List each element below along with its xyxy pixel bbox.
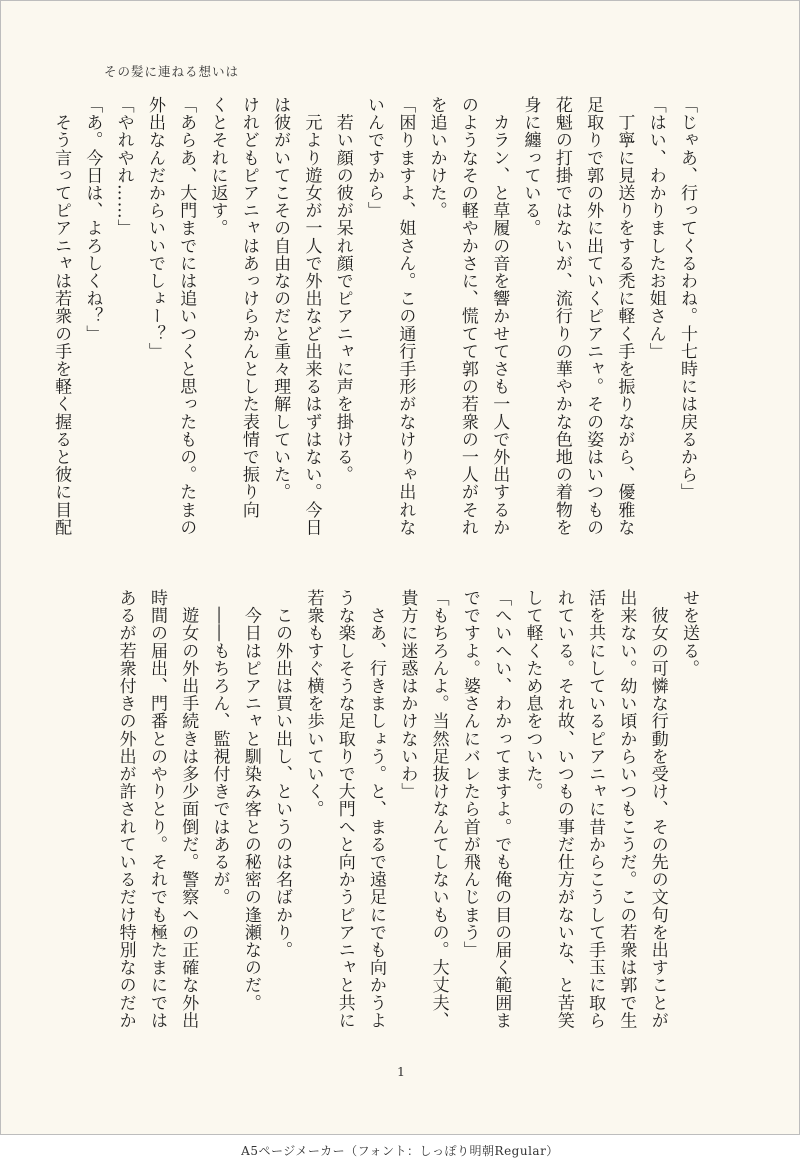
text-line: ――もちろん、監視付きではあるが。: [209, 589, 230, 906]
text-line: いんですから」: [364, 96, 385, 220]
text-line: 外出なんだからいいでしょー？」: [144, 96, 165, 360]
text-line: して軽くため息をついた。: [522, 589, 543, 801]
text-line: カラン、と草履の音を響かせてさも一人で外出するか: [489, 96, 510, 536]
text-line: 足取りで郭の外に出ていくピアニャ。その姿はいつもの: [583, 96, 604, 536]
text-line: 「やれやれ……」: [113, 96, 134, 237]
text-line: 今日はピアニャと馴染み客との秘密の逢瀬なのだ。: [240, 589, 261, 1012]
page-number: 1: [397, 1064, 405, 1079]
lower-text-block: [109, 589, 704, 1029]
text-line: 活を共にしているピアニャに昔からこうして手玉に取ら: [585, 589, 606, 1029]
text-line: さあ、行きましょう。と、まるで遠足にでも向かうよ: [366, 589, 387, 1029]
text-line: あるが若衆付きの外出が許されているだけ特別なのだか: [115, 589, 136, 1029]
text-line: 「もちろんよ。当然足抜けなんてしないもの。大丈夫、: [428, 589, 449, 1029]
upper-text-block: [45, 96, 702, 556]
text-line: 元より遊女が一人で外出など出来るはずはない。今日: [301, 96, 322, 536]
text-line: 丁寧に見送りをする禿に軽く手を振りながら、優雅な: [614, 96, 635, 536]
text-line: けれどもピアニャはあっけらかんとした表情で振り向: [238, 96, 259, 519]
text-line: くとそれに返す。: [207, 96, 228, 237]
running-header: その髪に連ねる想いは: [104, 64, 240, 79]
text-line: 「じゃあ、行ってくるわね。十七時には戻るから」: [677, 96, 697, 501]
text-line: のようなその軽やかさに、慌てて郭の若衆の一人がそれ: [457, 96, 478, 536]
text-line: 「困りますよ、姐さん。この通行手形がなけりゃ出れな: [395, 96, 416, 536]
footer-credit: A5ページメーカー（フォント：しっぽり明朝Regular）: [241, 1144, 559, 1158]
text-line: 「あらあ、大門までには追いつくと思ったもの。たまの: [176, 96, 197, 536]
text-line: 花魁の打掛ではないが、流行りの華やかな色地の着物を: [551, 96, 572, 536]
text-line: 出来ない。幼い頃からいつもこうだ。この若衆は郭で生: [616, 589, 637, 1029]
text-line: 若衆もすぐ横を歩いていく。: [303, 589, 324, 818]
text-line: うな楽しそうな足取りで大門へと向かうピアニャと共に: [334, 589, 355, 1029]
text-line: この外出は買い出し、というのは名ばかり。: [272, 589, 293, 959]
text-line: れている。それ故、いつもの事だ仕方がないな、と苦笑: [553, 589, 574, 1029]
text-line: を追いかけた。: [426, 96, 447, 220]
text-line: せを送る。: [679, 589, 699, 677]
text-line: 時間の届出、門番とのやりとり。それでも極たまにでは: [146, 589, 167, 1029]
text-line: 若い顔の彼が呆れ顔でピアニャに声を掛ける。: [332, 96, 353, 484]
text-line: 彼女の可憐な行動を受け、その先の文句を出すことが: [647, 589, 668, 1029]
text-line: 「へいへい、わかってますよ。でも俺の目の届く範囲ま: [491, 589, 512, 1029]
text-line: 「はい、わかりましたお姐さん」: [645, 96, 666, 360]
text-line: そう言ってピアニャは若衆の手を軽く握ると彼に目配: [51, 96, 72, 536]
text-line: 身に纏っている。: [520, 96, 541, 237]
text-line: 「あ。今日は、よろしくね？」: [82, 96, 103, 343]
text-line: でですよ。婆さんにバレたら首が飛んじまう」: [459, 589, 480, 959]
text-line: 遊女の外出手続きは多少面倒だ。警察への正確な外出: [178, 589, 199, 1029]
text-line: は彼がいてこその自由なのだと重々理解していた。: [270, 96, 291, 501]
text-line: 貴方に迷惑はかけないわ」: [397, 589, 418, 801]
